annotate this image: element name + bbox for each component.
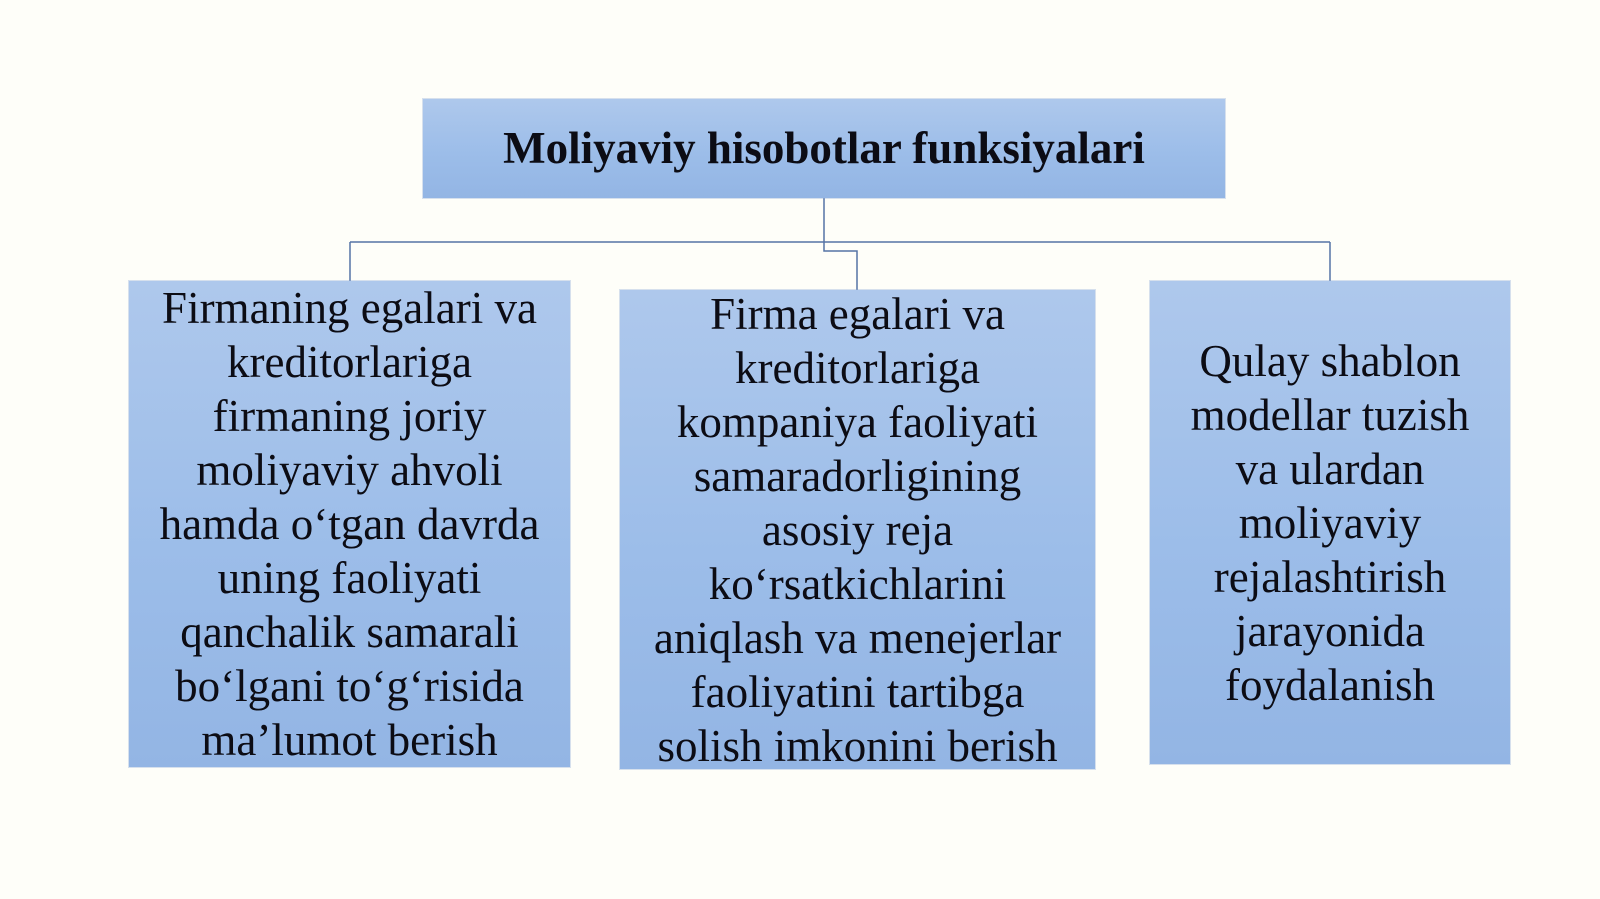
child-node-1-line: hamda o‘tgan davrda: [159, 499, 540, 549]
connector-to-box-2: [824, 242, 857, 290]
child-node-3-line: modellar tuzish: [1190, 389, 1470, 440]
child-node-1-line: qanchalik samarali: [180, 607, 519, 657]
child-node-1-text: [160, 281, 540, 767]
child-node-2-line: kompaniya faoliyati: [676, 396, 1039, 447]
child-node-2-line: ko‘rsatkichlarini: [708, 558, 1007, 609]
child-node-1-line: ma’lumot berish: [201, 715, 498, 765]
child-node-2-text: [654, 287, 1061, 773]
child-node-3: [1150, 281, 1510, 764]
child-node-2-line: kreditorlariga: [735, 342, 980, 393]
child-node-2-line: Firma egalari va: [710, 288, 1005, 339]
child-node-3-line: rejalashtirish: [1213, 551, 1447, 602]
child-node-1-line: uning faoliyati: [217, 553, 482, 603]
child-node-3-text: [1191, 334, 1470, 712]
child-node-3-line: foydalanish: [1225, 659, 1435, 710]
child-node-3-line: Qulay shablon: [1199, 335, 1461, 386]
child-node-1-line: bo‘lgani to‘g‘risida: [175, 661, 524, 711]
child-node-3-line: moliyaviy: [1238, 497, 1422, 548]
child-node-1-line: moliyaviy ahvoli: [196, 445, 503, 495]
child-node-1-line: kreditorlariga: [227, 337, 472, 387]
child-node-1: [129, 281, 570, 767]
root-node: [423, 99, 1225, 198]
child-node-2-line: solish imkonini berish: [657, 720, 1058, 771]
child-node-2-line: asosiy reja: [761, 504, 954, 555]
child-node-1-line: firmaning joriy: [212, 391, 487, 441]
child-node-1-line: Firmaning egalari va: [162, 283, 537, 333]
child-node-3-line: va ulardan: [1235, 443, 1425, 494]
child-node-2-line: samaradorligining: [693, 450, 1022, 501]
child-node-2: [620, 290, 1095, 769]
root-node-label: Moliyaviy hisobotlar funksiyalari: [503, 122, 1145, 173]
child-node-2-line: faoliyatini tartibga: [690, 666, 1025, 717]
child-node-2-line: aniqlash va menejerlar: [653, 612, 1062, 663]
child-node-3-line: jarayonida: [1235, 605, 1425, 656]
